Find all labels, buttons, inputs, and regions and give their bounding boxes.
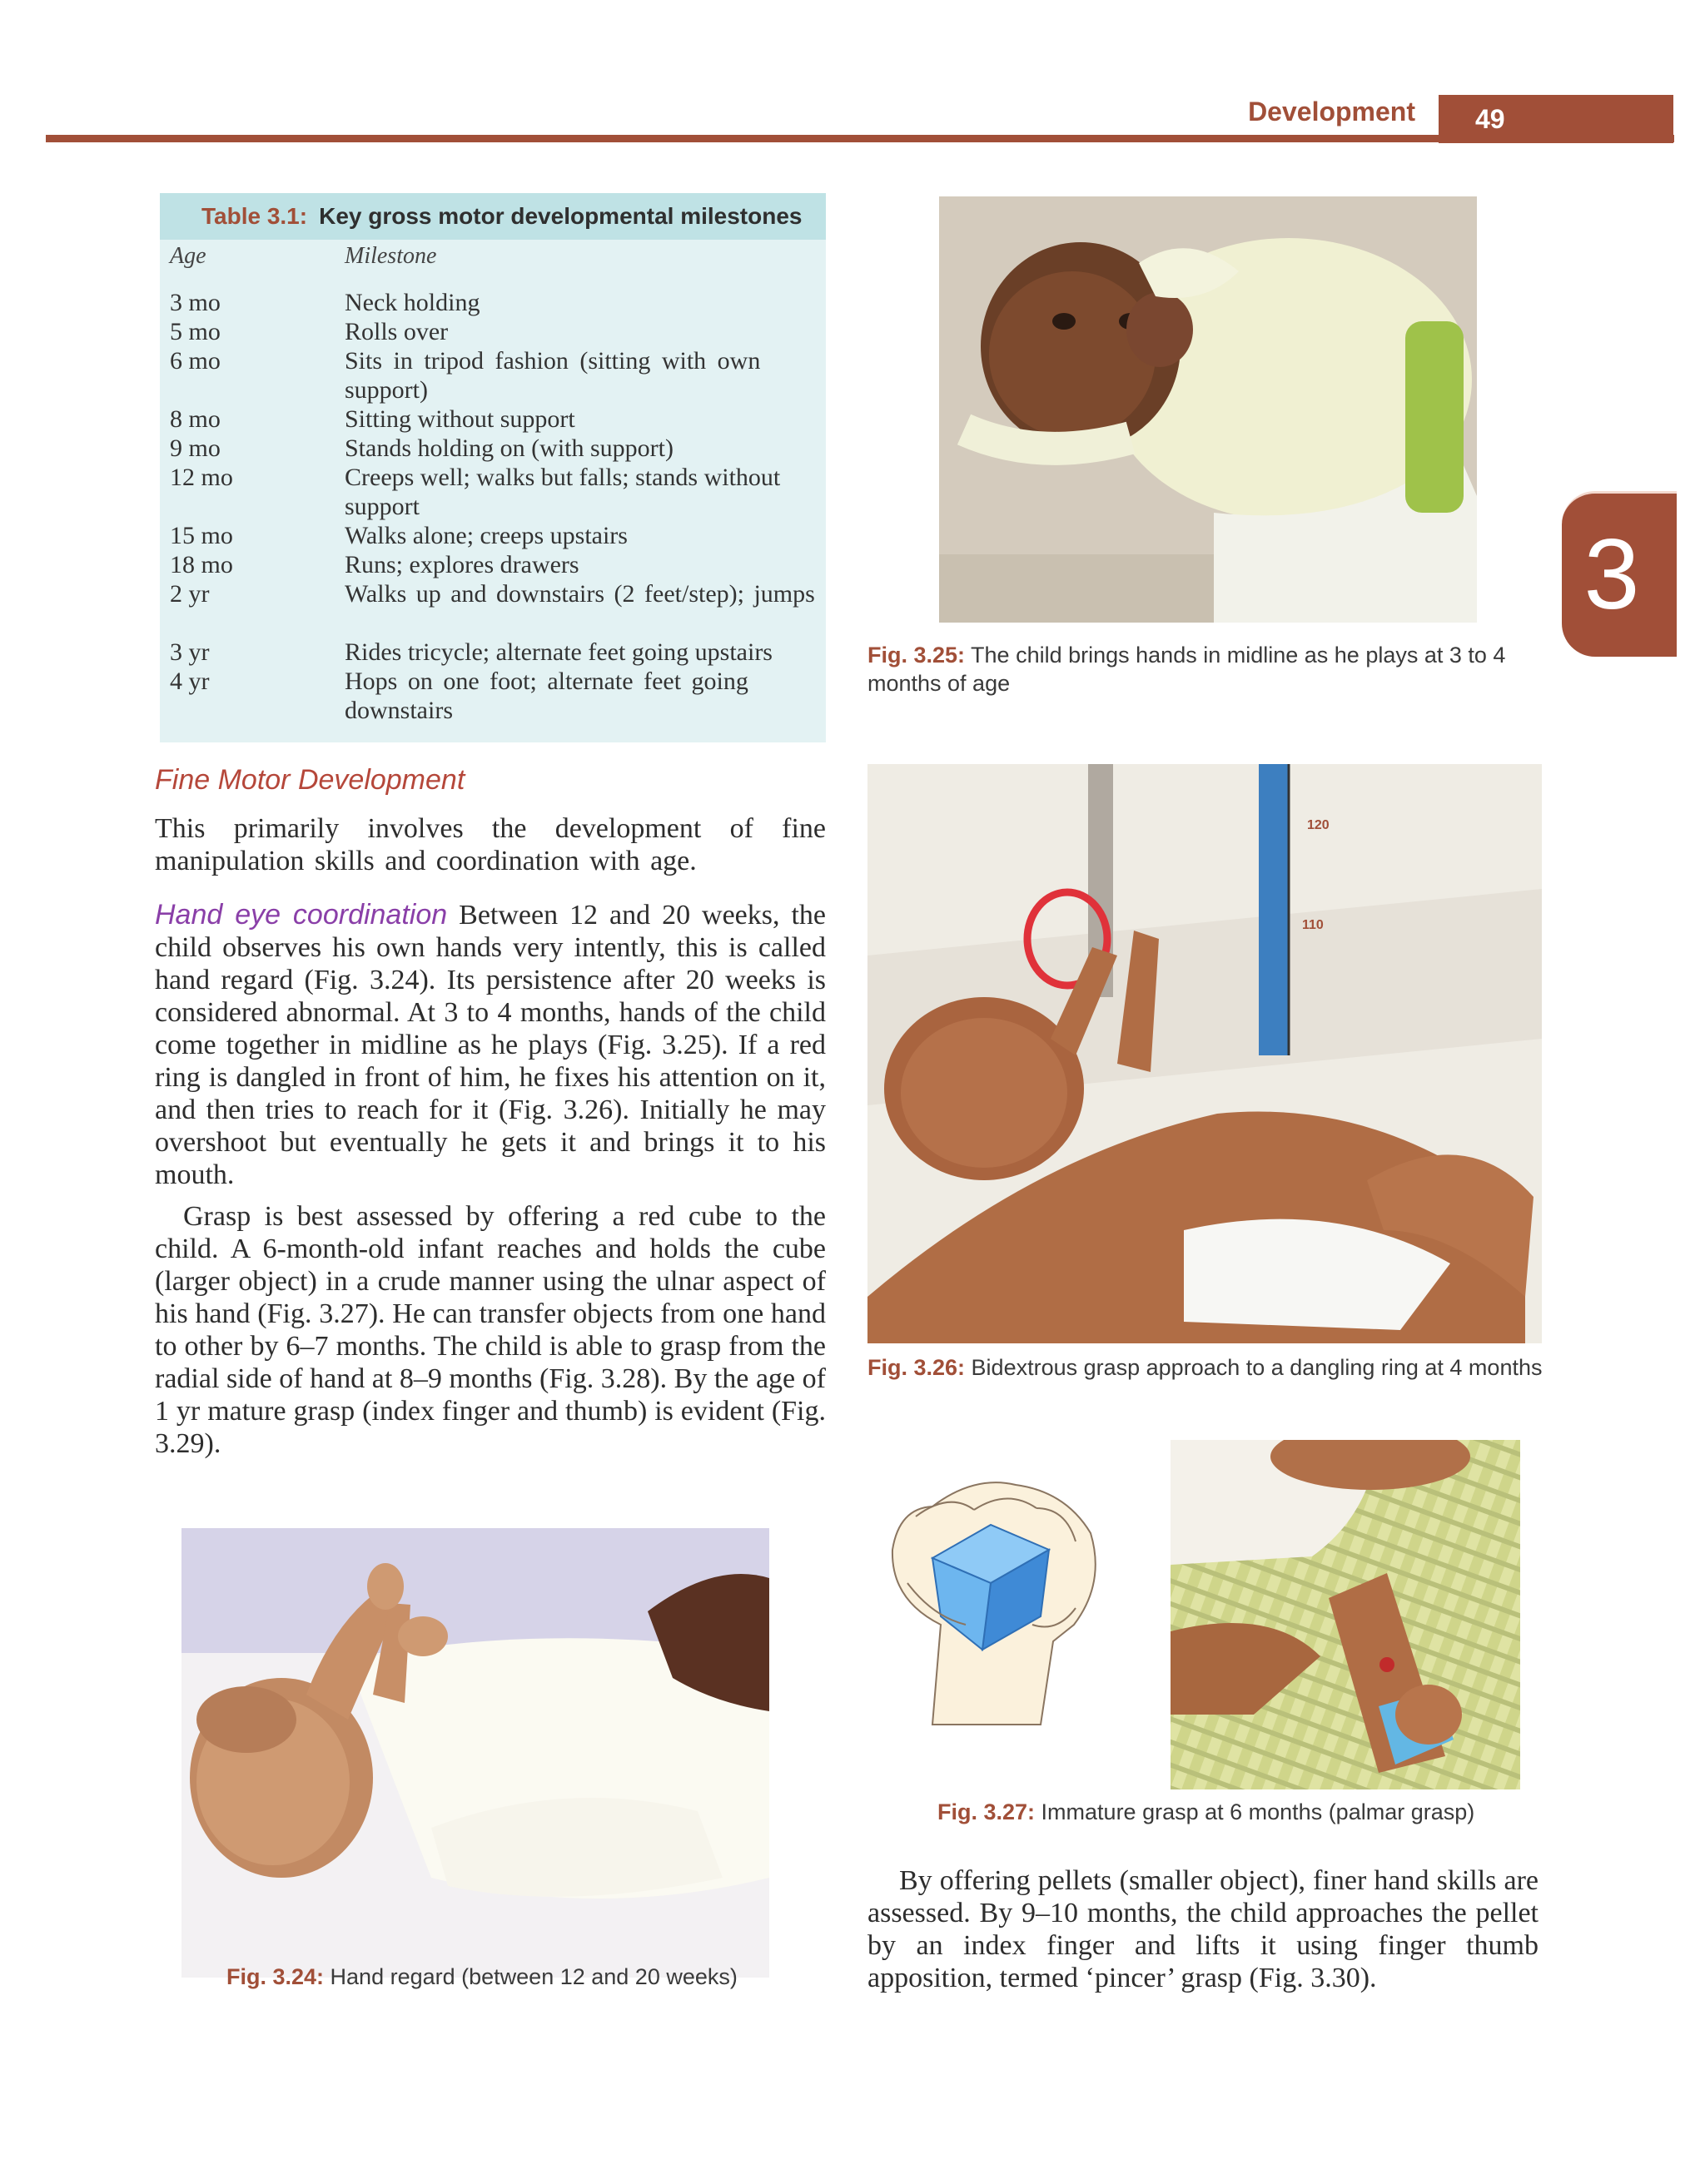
table-cell-age: 9 mo <box>170 434 221 462</box>
fig-3-25-caption <box>867 641 1550 697</box>
table-cell-age: 2 yr <box>170 580 210 608</box>
caption-text: The child brings hands in midline as he plays at 3 to 4 months of age <box>867 643 1506 696</box>
hand-holding-cube-icon <box>882 1458 1107 1733</box>
header-rule <box>46 135 1674 142</box>
fig-3-27-hand-cube-illustration <box>882 1458 1107 1733</box>
table-cell-age: 18 mo <box>170 551 233 578</box>
ruler-mark: 110 <box>1302 918 1324 932</box>
table-cell-age: 3 mo <box>170 289 221 316</box>
hand-eye-paragraph <box>155 899 826 1191</box>
table-cell-milestone: Creeps well; walks but falls; stands without support <box>345 464 781 520</box>
baby-palmar-grasp-image <box>1171 1440 1520 1789</box>
figure-label: Fig. 3.26: <box>867 1355 966 1380</box>
table-cell-age: 5 mo <box>170 318 221 345</box>
fig-3-24-caption <box>226 1963 809 1991</box>
caption-text: Bidextrous grasp approach to a dangling ring at 4 months <box>971 1355 1543 1380</box>
fig-3-27-photo <box>1171 1440 1520 1789</box>
run-in-heading: Hand eye coordination <box>155 899 448 931</box>
section-heading: Fine Motor Development <box>155 764 465 796</box>
baby-hand-regard-image <box>181 1528 769 1978</box>
fig-3-26-photo <box>867 764 1542 1343</box>
table-cell-milestone: Walks up and downstairs (2 feet/step); jumps <box>345 580 815 608</box>
table-header-milestone: Milestone <box>345 243 437 269</box>
chapter-tab-number: 3 <box>1583 519 1640 630</box>
table-cell-milestone: Stands holding on (with support) <box>345 434 674 462</box>
table-title <box>160 193 826 240</box>
pellets-paragraph: By offering pellets (smaller object), finer hand skills are assessed. By 9–10 months, the child approaches the pellet by an index finger and lifts it using finger thumb apposition, termed ‘pincer’ grasp (Fig. 3.30). <box>867 1865 1538 1993</box>
table-cell-milestone: Hops on one foot; alternate feet going downstairs <box>345 668 748 724</box>
table-cell-age: 4 yr <box>170 668 210 695</box>
table-cell-milestone: Walks alone; creeps upstairs <box>345 522 628 549</box>
table-cell-milestone: Rides tricycle; alternate feet going upstairs <box>345 638 773 666</box>
intro-paragraph: This primarily involves the development of fine manipulation skills and coordination with age. <box>155 813 826 876</box>
fig-3-26-caption <box>867 1353 1550 1382</box>
table-header-age: Age <box>170 243 206 269</box>
fig-3-25-photo <box>939 196 1477 623</box>
running-head: Development <box>1248 97 1415 127</box>
table-cell-milestone: Sits in tripod fashion (sitting with own support) <box>345 347 761 404</box>
caption-text: Immature grasp at 6 months (palmar grasp) <box>1041 1799 1475 1824</box>
table-cell-age: 6 mo <box>170 347 221 375</box>
table-title-text: Key gross motor developmental milestones <box>319 203 803 229</box>
figure-label: Fig. 3.24: <box>226 1964 325 1989</box>
table-cell-milestone: Sitting without support <box>345 405 575 433</box>
table-cell-milestone: Neck holding <box>345 289 480 316</box>
fig-3-27-caption <box>937 1798 1537 1826</box>
table-cell-age: 12 mo <box>170 464 233 491</box>
ruler-mark: 120 <box>1307 818 1330 832</box>
figure-label: Fig. 3.25: <box>867 643 966 668</box>
table-cell-age: 15 mo <box>170 522 233 549</box>
table-cell-milestone: Runs; explores drawers <box>345 551 579 578</box>
baby-hands-midline-image <box>939 196 1477 623</box>
caption-text: Hand regard (between 12 and 20 weeks) <box>330 1964 738 1989</box>
paragraph-text: Between 12 and 20 weeks, the child observes his own hands very intently, this is called hand regard (Fig. 3.24). Its persistence after 20 weeks is considered abnormal. At 3 to 4 months, hands of the child come together in midline as he plays (Fig. 3.25). If a red ring is dangled in front of him, he fixes his attention on it, and then tries to reach for it (Fig. 3.26). Initially he may overshoot but eventually he gets it and brings it to his mouth. <box>155 900 827 1190</box>
table-label: Table 3.1: <box>201 203 308 229</box>
baby-ring-grasp-image <box>867 764 1542 1343</box>
table-cell-age: 8 mo <box>170 405 221 433</box>
table-cell-age: 3 yr <box>170 638 210 666</box>
figure-label: Fig. 3.27: <box>937 1799 1036 1824</box>
grasp-paragraph: Grasp is best assessed by offering a red cube to the child. A 6-month-old infant reaches and holds the cube (larger object) in a crude manner using the ulnar aspect of his hand (Fig. 3.27). He can transfer objects from one hand to other by 6–7 months. The child is able to grasp from the radial side of hand at 8–9 months (Fig. 3.28). By the age of 1 yr mature grasp (index finger and thumb) is evident (Fig. 3.29). <box>155 1201 826 1459</box>
fig-3-24-photo <box>181 1528 769 1978</box>
table-cell-milestone: Rolls over <box>345 318 449 345</box>
page-number: 49 <box>1439 95 1673 143</box>
